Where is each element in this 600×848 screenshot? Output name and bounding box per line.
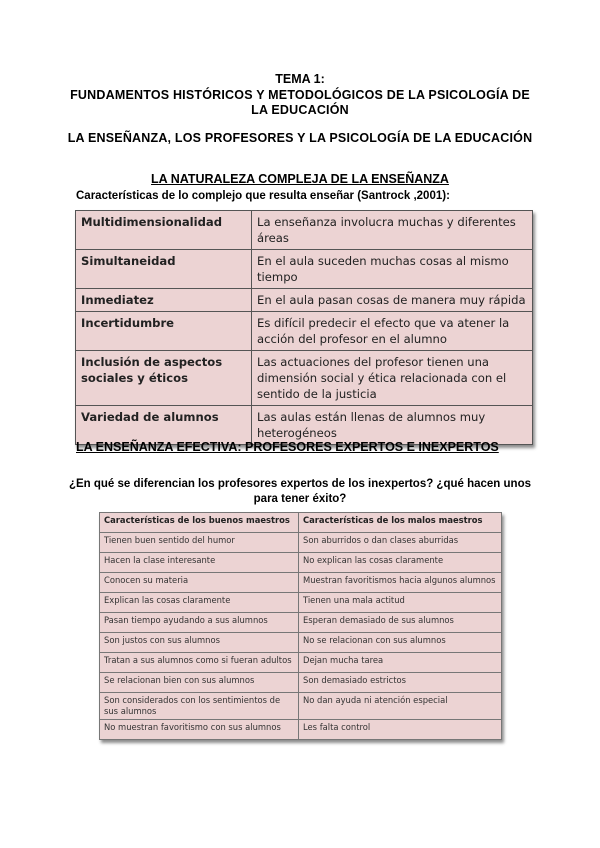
bad-teacher-trait: No explican las cosas claramente [299, 553, 502, 573]
document-title: FUNDAMENTOS HISTÓRICOS Y METODOLÓGICOS DE LA PSICOLOGÍA DE LA EDUCACIÓN [70, 88, 530, 117]
characteristic-name: Incertidumbre [76, 312, 252, 351]
good-teacher-trait: Conocen su materia [100, 573, 299, 593]
section-subheading-characteristics: Características de lo complejo que resulta enseñar (Santrock ,2001): [76, 190, 450, 202]
characteristic-description: Las actuaciones del profesor tienen una dimensión social y ética relacionada con el sentido de la justicia [252, 351, 533, 406]
column-header-good: Características de los buenos maestros [100, 513, 299, 533]
good-teacher-trait: Se relacionan bien con sus alumnos [100, 673, 299, 693]
bad-teacher-trait: Les falta control [299, 720, 502, 740]
good-teacher-trait: No muestran favoritismo con sus alumnos [100, 720, 299, 740]
complexity-table [75, 210, 533, 445]
characteristic-name: Simultaneidad [76, 250, 252, 289]
section-heading-effective-teaching: LA ENSEÑANZA EFECTIVA: PROFESORES EXPERTOS E INEXPERTOS [76, 440, 499, 454]
document-subtitle: LA ENSEÑANZA, LOS PROFESORES Y LA PSICOLOGÍA DE LA EDUCACIÓN [67, 131, 533, 145]
good-teacher-trait: Son justos con sus alumnos [100, 633, 299, 653]
table-row [76, 351, 533, 406]
table-row [100, 693, 502, 720]
topic-number: TEMA 1: [275, 72, 325, 86]
good-teacher-trait: Hacen la clase interesante [100, 553, 299, 573]
bad-teacher-trait: Muestran favoritismos hacia algunos alumnos [299, 573, 502, 593]
bad-teacher-trait: Dejan mucha tarea [299, 653, 502, 673]
characteristic-description: En el aula pasan cosas de manera muy rápida [252, 289, 533, 312]
table-row [100, 673, 502, 693]
bad-teacher-trait: Son aburridos o dan clases aburridas [299, 533, 502, 553]
table-row [100, 653, 502, 673]
bad-teacher-trait: No se relacionan con sus alumnos [299, 633, 502, 653]
characteristic-name: Variedad de alumnos [76, 406, 252, 445]
characteristic-description: Las aulas están llenas de alumnos muy heterogéneos [252, 406, 533, 445]
characteristic-description: La enseñanza involucra muchas y diferentes áreas [252, 211, 533, 250]
table-header-row [100, 513, 502, 533]
good-teacher-trait: Tienen buen sentido del humor [100, 533, 299, 553]
teachers-comparison-table [99, 512, 502, 740]
characteristic-name: Inclusión de aspectos sociales y éticos [76, 351, 252, 406]
table-row [100, 573, 502, 593]
table-row [100, 593, 502, 613]
table-row [100, 633, 502, 653]
bad-teacher-trait: Esperan demasiado de sus alumnos [299, 613, 502, 633]
table-row [100, 720, 502, 740]
table-row [100, 533, 502, 553]
bad-teacher-trait: Son demasiado estrictos [299, 673, 502, 693]
characteristic-description: Es difícil predecir el efecto que va atener la acción del profesor en el alumno [252, 312, 533, 351]
table-row [76, 250, 533, 289]
table-row [100, 613, 502, 633]
characteristic-description: En el aula suceden muchas cosas al mismo tiempo [252, 250, 533, 289]
table-row [76, 312, 533, 351]
table-row [76, 211, 533, 250]
table-row [76, 406, 533, 445]
column-header-bad: Características de los malos maestros [299, 513, 502, 533]
good-teacher-trait: Tratan a sus alumnos como si fueran adultos [100, 653, 299, 673]
section-heading-complexity: LA NATURALEZA COMPLEJA DE LA ENSEÑANZA [151, 172, 449, 186]
good-teacher-trait: Pasan tiempo ayudando a sus alumnos [100, 613, 299, 633]
characteristic-name: Inmediatez [76, 289, 252, 312]
good-teacher-trait: Explican las cosas claramente [100, 593, 299, 613]
table-row [76, 289, 533, 312]
section-question: ¿En qué se diferencian los profesores expertos de los inexpertos? ¿qué hacen unos para tener éxito? [68, 478, 532, 505]
good-teacher-trait: Son considerados con los sentimientos de sus alumnos [100, 693, 299, 720]
bad-teacher-trait: No dan ayuda ni atención especial [299, 693, 502, 720]
characteristic-name: Multidimensionalidad [76, 211, 252, 250]
table-row [100, 553, 502, 573]
bad-teacher-trait: Tienen una mala actitud [299, 593, 502, 613]
